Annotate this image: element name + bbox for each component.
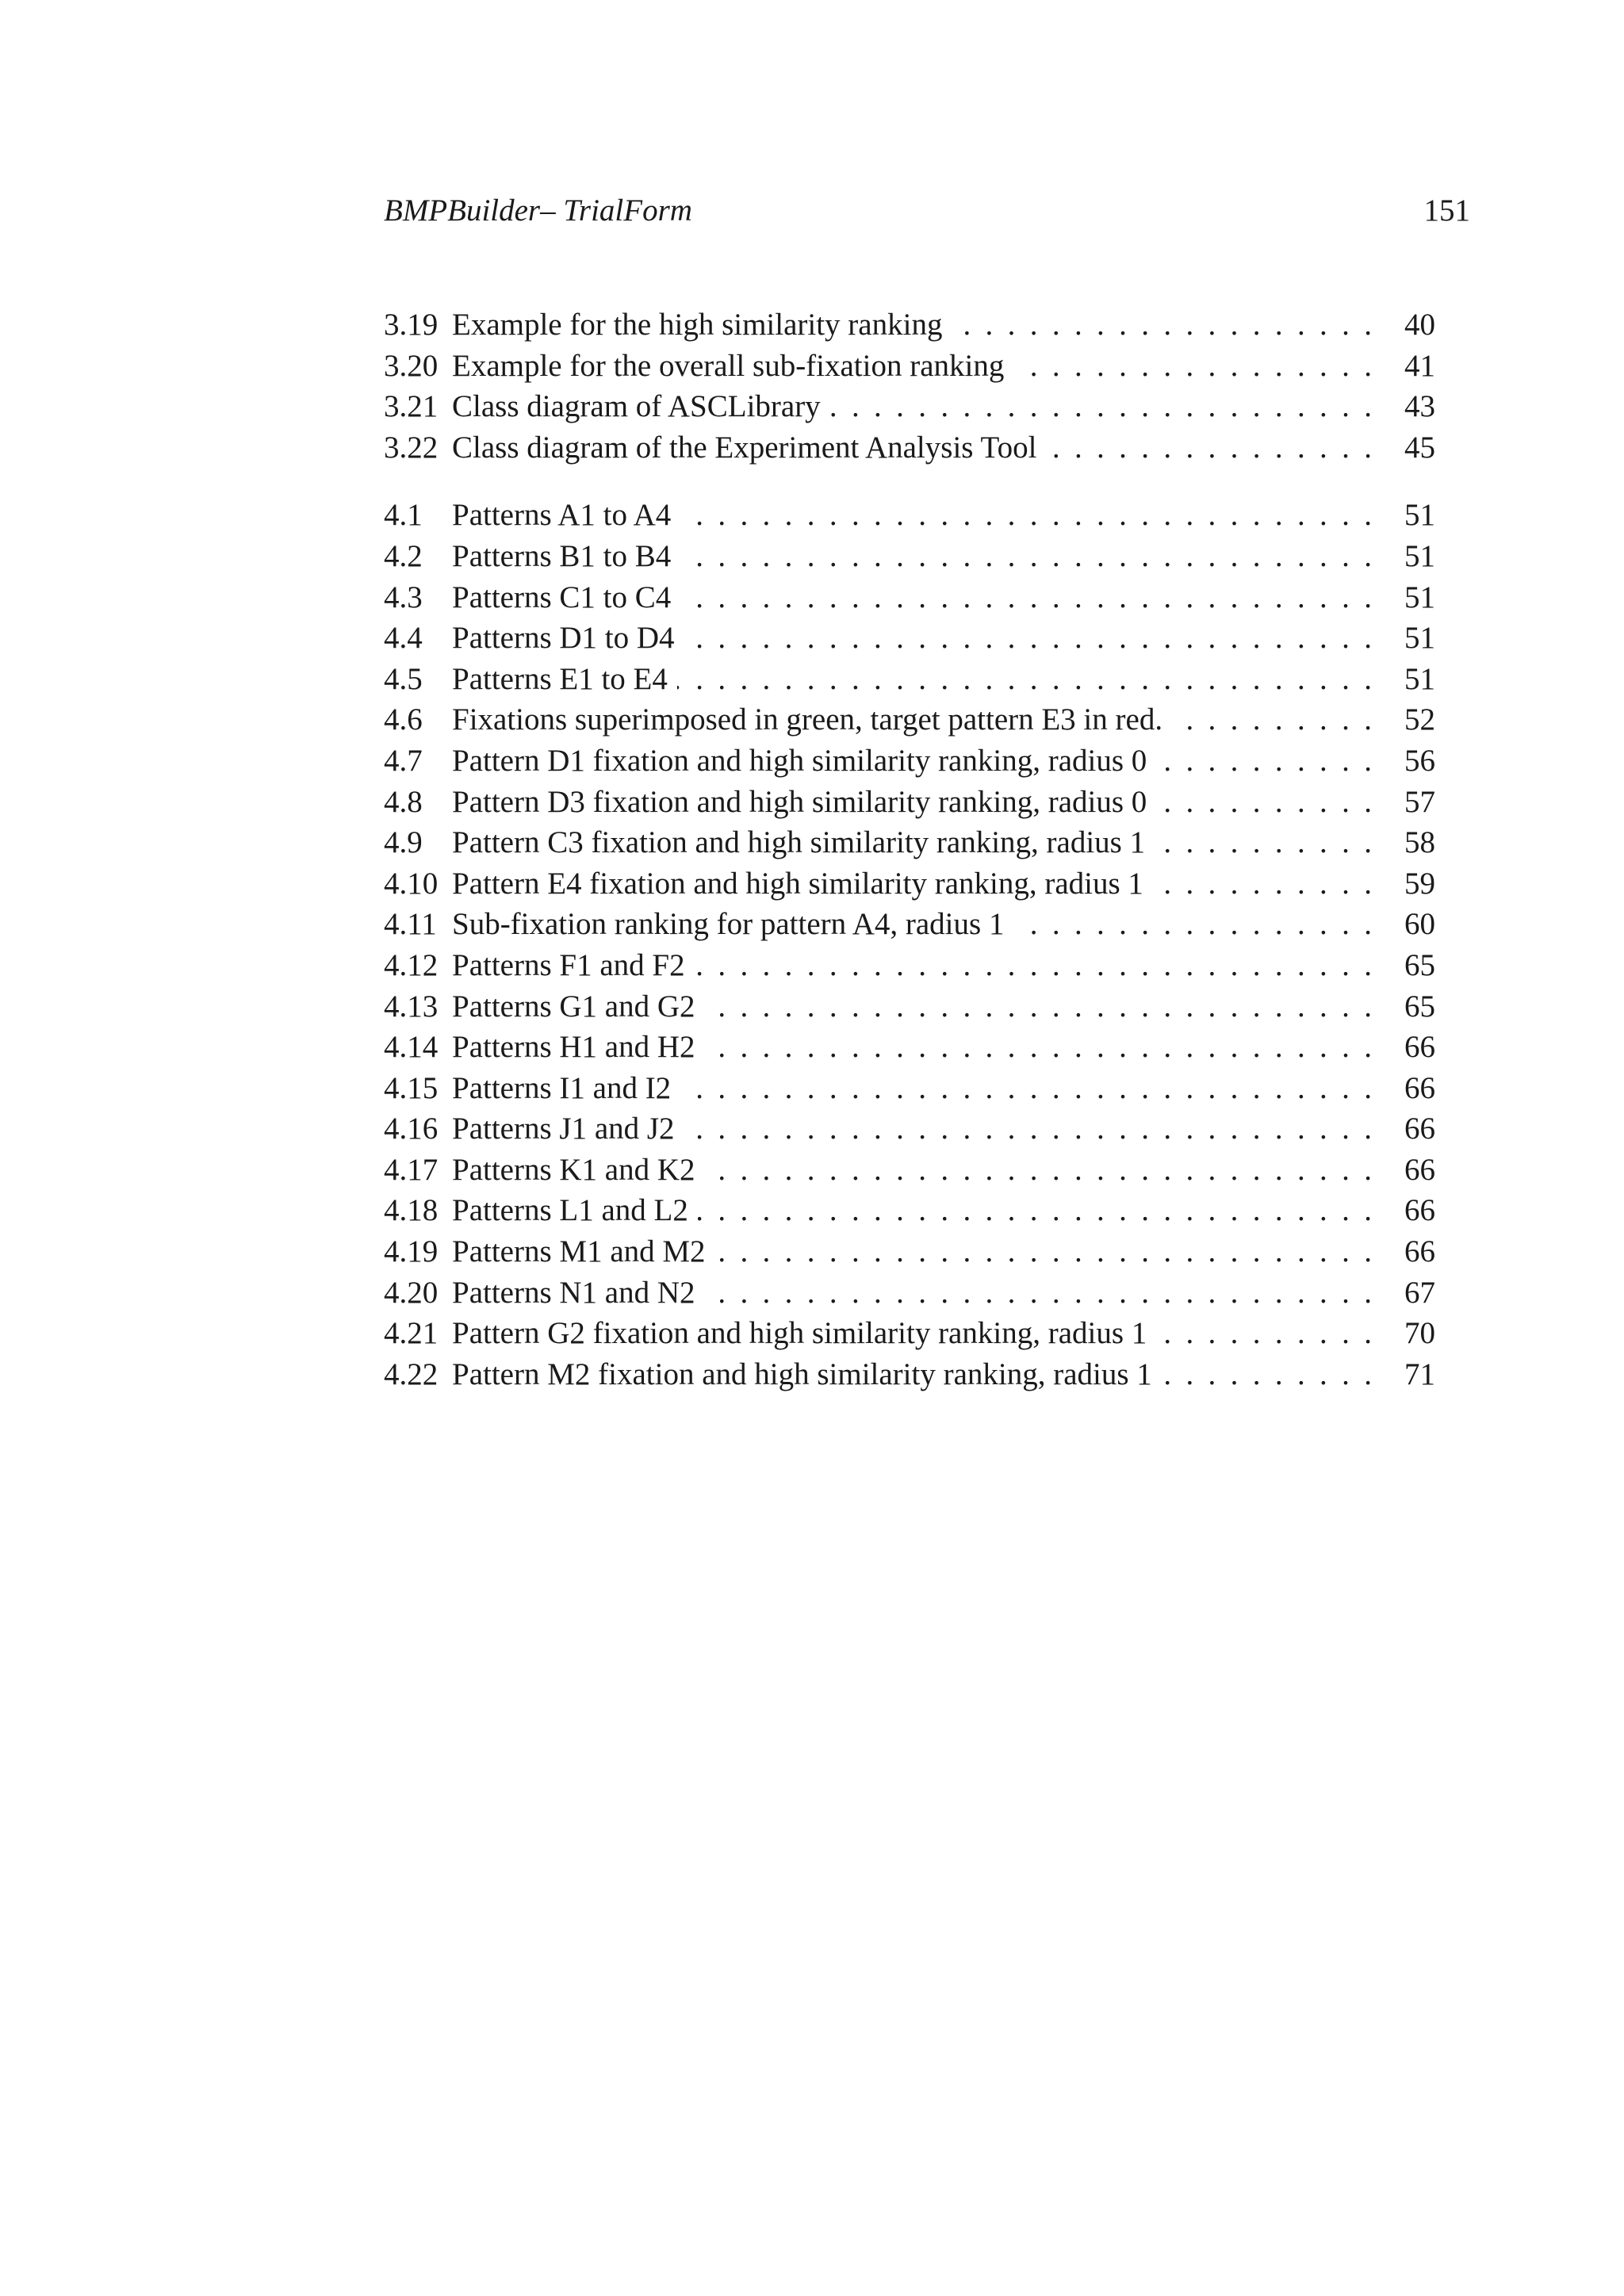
figure-page-number: 66 [1381,1027,1435,1068]
toc-entry[interactable] [384,618,1435,659]
figure-number: 3.20 [384,348,439,383]
page-number: 151 [1423,193,1470,228]
figure-page-number: 60 [1381,904,1435,945]
figure-title: Patterns I1 and I2 [452,1071,680,1105]
toc-entry[interactable] [384,386,1435,427]
entry-body [452,386,1435,427]
figure-page-number: 43 [1381,386,1435,427]
toc-entry[interactable] [384,577,1435,618]
figure-page-number: 56 [1381,740,1435,782]
figure-number: 3.19 [384,308,439,342]
figure-page-number: 51 [1381,495,1435,536]
toc-entry[interactable] [384,1068,1435,1109]
figure-number: 4.22 [384,1357,439,1391]
figure-page-number: 65 [1381,945,1435,986]
figure-number: 4.21 [384,1316,439,1351]
toc-entry[interactable] [384,945,1435,986]
figure-number: 4.17 [384,1152,439,1187]
figure-page-number: 65 [1381,986,1435,1027]
figure-number: 4.18 [384,1193,439,1228]
figure-title: Pattern D3 fixation and high similarity ranking, radius 0 [452,785,1156,819]
entry-body [452,863,1435,905]
figure-page-number: 59 [1381,863,1435,905]
toc-entry[interactable] [384,536,1435,577]
figure-page-number: 51 [1381,577,1435,618]
figure-number: 4.11 [384,907,437,942]
figure-page-number: 51 [1381,659,1435,700]
figure-page-number: 66 [1381,1108,1435,1150]
figure-number: 4.3 [384,580,423,614]
toc-group [384,495,1435,1395]
entry-body [452,1068,1435,1109]
entry-body [452,1231,1435,1272]
figure-title: Patterns M1 and M2 [452,1234,715,1269]
toc-entry[interactable] [384,986,1435,1027]
entry-body [452,346,1435,387]
toc-entry[interactable] [384,740,1435,782]
figure-number: 4.19 [384,1234,439,1269]
figure-page-number: 51 [1381,618,1435,659]
figure-page-number: 71 [1381,1354,1435,1395]
entry-body [452,904,1435,945]
figure-title: Pattern G2 fixation and high similarity ranking, radius 1 [452,1316,1156,1350]
figure-number: 4.9 [384,825,423,860]
toc-entry[interactable] [384,304,1435,346]
figure-number: 4.1 [384,498,423,533]
toc-entry[interactable] [384,1027,1435,1068]
entry-body [452,577,1435,618]
figure-title: Patterns F1 and F2 [452,948,695,982]
entry-body [452,1272,1435,1314]
entry-body [452,1150,1435,1191]
toc-entry[interactable] [384,1190,1435,1231]
figure-title: Pattern M2 fixation and high similarity ranking, radius 1 [452,1357,1162,1391]
entry-body [452,495,1435,536]
toc-entry[interactable] [384,699,1435,740]
entry-body [452,986,1435,1027]
figure-title: Pattern D1 fixation and high similarity ranking, radius 0 [452,744,1156,778]
entry-body [452,699,1435,740]
running-header [384,187,1470,235]
entry-body [452,304,1435,346]
toc-entry[interactable] [384,1272,1435,1314]
figure-title: Patterns G1 and G2 [452,989,705,1024]
figure-title: Patterns H1 and H2 [452,1030,705,1064]
figure-title: Patterns A1 to A4 [452,498,680,532]
figure-number: 4.14 [384,1030,439,1065]
entry-body [452,782,1435,823]
figure-number: 4.20 [384,1275,439,1310]
figure-page-number: 66 [1381,1150,1435,1191]
toc-group [384,304,1435,468]
figure-number: 4.6 [384,702,423,737]
figure-title: Pattern E4 fixation and high similarity ranking, radius 1 [452,867,1153,901]
figure-page-number: 45 [1381,427,1435,469]
figure-number: 4.5 [384,661,423,696]
figure-title: Patterns E1 to E4 [452,662,677,696]
figure-number: 3.21 [384,389,439,424]
figure-title: Patterns C1 to C4 [452,580,680,614]
figure-page-number: 51 [1381,536,1435,577]
figure-title: Pattern C3 fixation and high similarity ranking, radius 1 [452,825,1155,859]
figure-title: Fixations superimposed in green, target pattern E3 in red. [452,702,1172,737]
figure-title: Class diagram of the Experiment Analysis Tool [452,430,1046,465]
entry-body [452,618,1435,659]
toc-entry[interactable] [384,1150,1435,1191]
figure-page-number: 41 [1381,346,1435,387]
entry-body [452,822,1435,863]
figure-title: Sub-fixation ranking for pattern A4, radius 1 [452,907,1013,941]
figure-number: 4.15 [384,1070,439,1105]
figure-number: 4.4 [384,621,423,656]
figure-page-number: 66 [1381,1068,1435,1109]
toc-entry[interactable] [384,1313,1435,1354]
list-of-figures [384,304,1435,1395]
figure-page-number: 52 [1381,699,1435,740]
figure-title: Patterns D1 to D4 [452,621,684,655]
entry-body [452,1027,1435,1068]
figure-title: Example for the overall sub-fixation ranking [452,349,1013,383]
entry-body [452,1313,1435,1354]
figure-page-number: 40 [1381,304,1435,346]
figure-number: 4.10 [384,866,439,901]
figure-title: Example for the high similarity ranking [452,308,952,342]
entry-body [452,1108,1435,1150]
figure-number: 4.2 [384,538,423,573]
toc-entry[interactable] [384,427,1435,469]
toc-entry[interactable] [384,346,1435,387]
figure-page-number: 66 [1381,1231,1435,1272]
figure-number: 4.7 [384,743,423,778]
entry-body [452,1190,1435,1231]
entry-body [452,740,1435,782]
entry-body [452,945,1435,986]
toc-entry[interactable] [384,822,1435,863]
figure-number: 4.8 [384,784,423,819]
toc-entry[interactable] [384,495,1435,536]
entry-body [452,536,1435,577]
figure-page-number: 57 [1381,782,1435,823]
figure-number: 4.16 [384,1112,439,1146]
figure-number: 3.22 [384,430,439,465]
toc-entry[interactable] [384,782,1435,823]
figure-title: Patterns K1 and K2 [452,1153,705,1187]
entry-body [452,1354,1435,1395]
toc-entry[interactable] [384,863,1435,905]
toc-entry[interactable] [384,1354,1435,1395]
entry-body [452,659,1435,700]
entry-body [452,427,1435,469]
figure-number: 4.12 [384,947,439,982]
figure-page-number: 70 [1381,1313,1435,1354]
figure-title: Patterns J1 and J2 [452,1112,684,1146]
figure-number: 4.13 [384,989,439,1024]
figure-page-number: 58 [1381,822,1435,863]
figure-title: Patterns N1 and N2 [452,1276,705,1310]
running-title: BMPBuilder– TrialForm [384,193,692,228]
figure-page-number: 67 [1381,1272,1435,1314]
toc-entry[interactable] [384,659,1435,700]
toc-entry[interactable] [384,1108,1435,1150]
figure-page-number: 66 [1381,1190,1435,1231]
toc-entry[interactable] [384,1231,1435,1272]
figure-title: Patterns L1 and L2 [452,1193,698,1227]
figure-title: Patterns B1 to B4 [452,539,680,573]
toc-entry[interactable] [384,904,1435,945]
figure-title: Class diagram of ASCLibrary [452,389,830,423]
